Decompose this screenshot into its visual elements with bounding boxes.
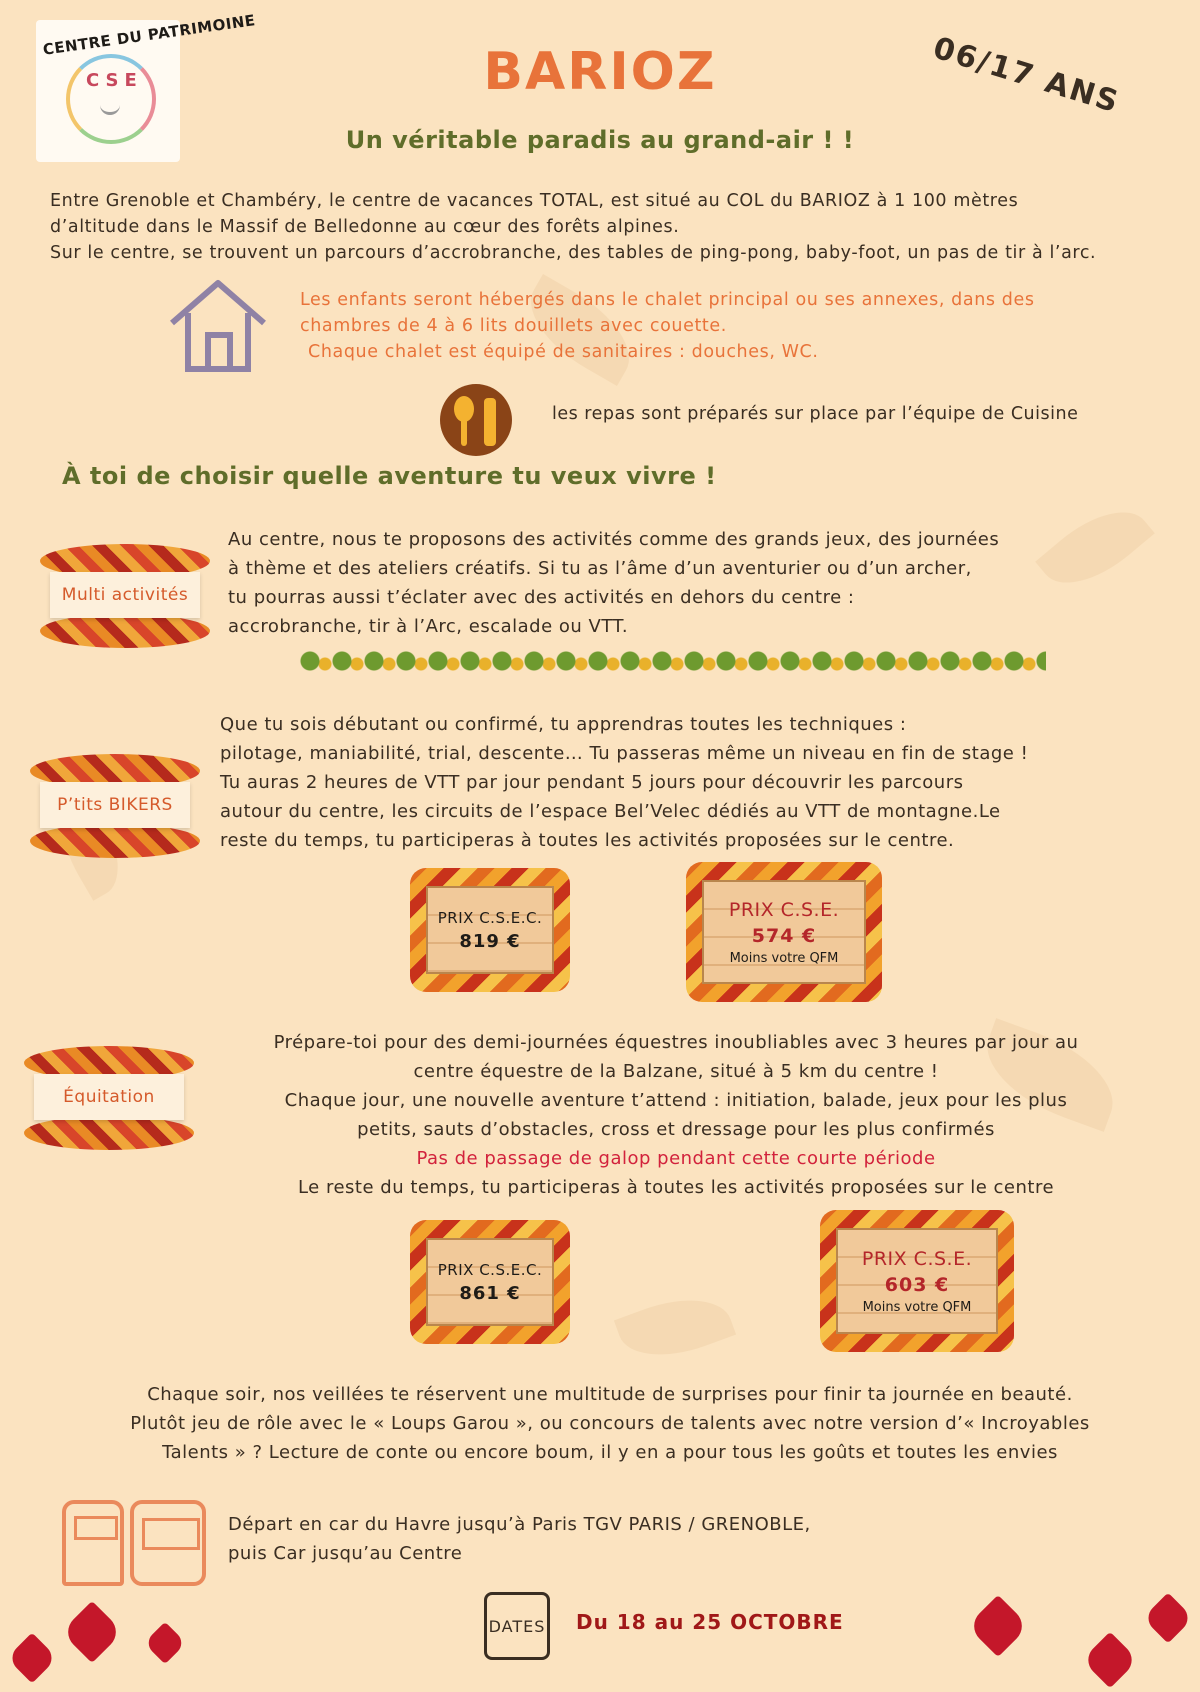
- travel-text: [228, 1510, 811, 1568]
- logo-letters: CSE: [86, 70, 143, 91]
- lodging-line: chambres de 4 à 6 lits douillets avec couette.: [300, 316, 727, 336]
- page-title: BARIOZ: [483, 42, 717, 102]
- equitation-text: [196, 1028, 1156, 1202]
- intro-line: d’altitude dans le Massif de Belledonne au cœur des forêts alpines.: [50, 217, 680, 237]
- warning-text: Pas de passage de galop pendant cette courte période: [416, 1148, 936, 1169]
- page-subtitle: Un véritable paradis au grand-air ! !: [345, 126, 855, 154]
- text-line: pilotage, maniabilité, trial, descente… Tu passeras même un niveau en fin de stage !: [220, 743, 1029, 764]
- text-line: centre équestre de la Balzane, situé à 5 km du centre !: [413, 1061, 939, 1082]
- text-line: Prépare-toi pour des demi-journées équestres inoubliables avec 3 heures par jour au: [273, 1032, 1079, 1053]
- maple-leaf-icon: [967, 1595, 1029, 1657]
- maple-leaf-icon: [1143, 1593, 1194, 1644]
- age-range: 06/17 ANS: [929, 30, 1124, 121]
- price-value: 861 €: [459, 1282, 521, 1304]
- intro-line: Entre Grenoble et Chambéry, le centre de vacances TOTAL, est situé au COL du BARIOZ à 1 100 mètres: [50, 191, 1019, 211]
- text-line: Le reste du temps, tu participeras à toutes les activités proposées sur le centre: [297, 1177, 1055, 1198]
- price-value: 574 €: [751, 924, 817, 947]
- bus-icon: [130, 1500, 206, 1586]
- badge-label: Équitation: [34, 1074, 184, 1120]
- text-line: autour du centre, les circuits de l’espace Bel’Velec dédiés au VTT de montagne.Le: [220, 801, 1001, 822]
- meals-text: les repas sont préparés sur place par l’équipe de Cuisine: [552, 404, 1079, 424]
- calendar-label: DATES: [488, 1616, 546, 1636]
- badge-label: P’tits BIKERS: [40, 782, 190, 828]
- price-value: 603 €: [884, 1273, 950, 1296]
- price-sign-csec-equitation: [410, 1220, 570, 1344]
- house-icon: [166, 275, 270, 375]
- calendar-icon: [484, 1592, 550, 1660]
- price-sign-cse-equitation: [820, 1210, 1014, 1352]
- lodging-line: Chaque chalet est équipé de sanitaires : douches, WC.: [308, 342, 819, 362]
- bikers-text: [220, 710, 1028, 855]
- text-line: petits, sauts d’obstacles, cross et dressage pour les plus confirmés: [357, 1119, 995, 1140]
- text-line: Chaque soir, nos veillées te réservent une multitude de surprises pour finir ta journée en beauté.: [147, 1384, 1073, 1405]
- text-line: accrobranche, tir à l’Arc, escalade ou VTT.: [228, 616, 629, 637]
- train-icon: [62, 1500, 124, 1586]
- badge-equitation: [24, 1040, 194, 1156]
- text-line: Que tu sois débutant ou confirmé, tu apprendras toutes les techniques :: [220, 714, 907, 735]
- section-heading: À toi de choisir quelle aventure tu veux vivre !: [62, 462, 717, 490]
- intro-text: [50, 188, 1170, 266]
- text-line: Au centre, nous te proposons des activités comme des grands jeux, des journées: [228, 529, 1000, 550]
- text-line: Plutôt jeu de rôle avec le « Loups Garou », ou concours de talents avec notre version d’« Incroyables: [130, 1413, 1090, 1434]
- intro-line: Sur le centre, se trouvent un parcours d’accrobranche, des tables de ping-pong, baby-foot, un pas de tir à l’arc.: [50, 243, 1097, 263]
- background-leaf: [614, 1283, 736, 1372]
- text-line: Talents » ? Lecture de conte ou encore boum, il y en a pour tous les goûts et toutes les envies: [162, 1442, 1058, 1463]
- text-line: puis Car jusqu’au Centre: [228, 1543, 463, 1564]
- price-note: Moins votre QFM: [729, 950, 839, 966]
- text-line: à thème et des ateliers créatifs. Si tu as l’âme d’un aventurier ou d’un archer,: [228, 558, 972, 579]
- tree-garland-divider: [300, 650, 1046, 678]
- text-line: reste du temps, tu participeras à toutes les activités proposées sur le centre.: [220, 830, 955, 851]
- badge-multi-activites: [40, 538, 210, 654]
- price-note: Moins votre QFM: [862, 1299, 972, 1315]
- badge-label: Multi activités: [50, 572, 200, 618]
- price-label: PRIX C.S.E.: [861, 1247, 973, 1270]
- maple-leaf-icon: [61, 1601, 123, 1663]
- maple-leaf-icon: [144, 1622, 186, 1664]
- cutlery-icon: [440, 384, 512, 456]
- lodging-line: Les enfants seront hébergés dans le chalet principal ou ses annexes, dans des: [300, 290, 1035, 310]
- text-line: Départ en car du Havre jusqu’à Paris TGV PARIS / GRENOBLE,: [228, 1514, 811, 1535]
- evening-text: [60, 1380, 1160, 1467]
- badge-ptits-bikers: [30, 748, 200, 864]
- price-label: PRIX C.S.E.C.: [437, 1260, 543, 1279]
- price-value: 819 €: [459, 930, 521, 952]
- text-line: Tu auras 2 heures de VTT par jour pendant 5 jours pour découvrir les parcours: [220, 772, 964, 793]
- price-sign-csec-bikers: [410, 868, 570, 992]
- multi-activites-text: [228, 525, 999, 641]
- lodging-text: [300, 287, 1178, 365]
- text-line: tu pourras aussi t’éclater avec des activités en dehors du centre :: [228, 587, 855, 608]
- maple-leaf-icon: [7, 1633, 58, 1684]
- dates-value: Du 18 au 25 OCTOBRE: [576, 1610, 844, 1634]
- logo-title: CENTRE DU PATRIMOINE: [41, 11, 257, 59]
- price-label: PRIX C.S.E.C.: [437, 908, 543, 927]
- background-leaf: [1035, 491, 1155, 604]
- maple-leaf-icon: [1082, 1632, 1139, 1689]
- price-sign-cse-bikers: [686, 862, 882, 1002]
- text-line: Chaque jour, une nouvelle aventure t’attend : initiation, balade, jeux pour les plus: [284, 1090, 1068, 1111]
- price-label: PRIX C.S.E.: [728, 898, 840, 921]
